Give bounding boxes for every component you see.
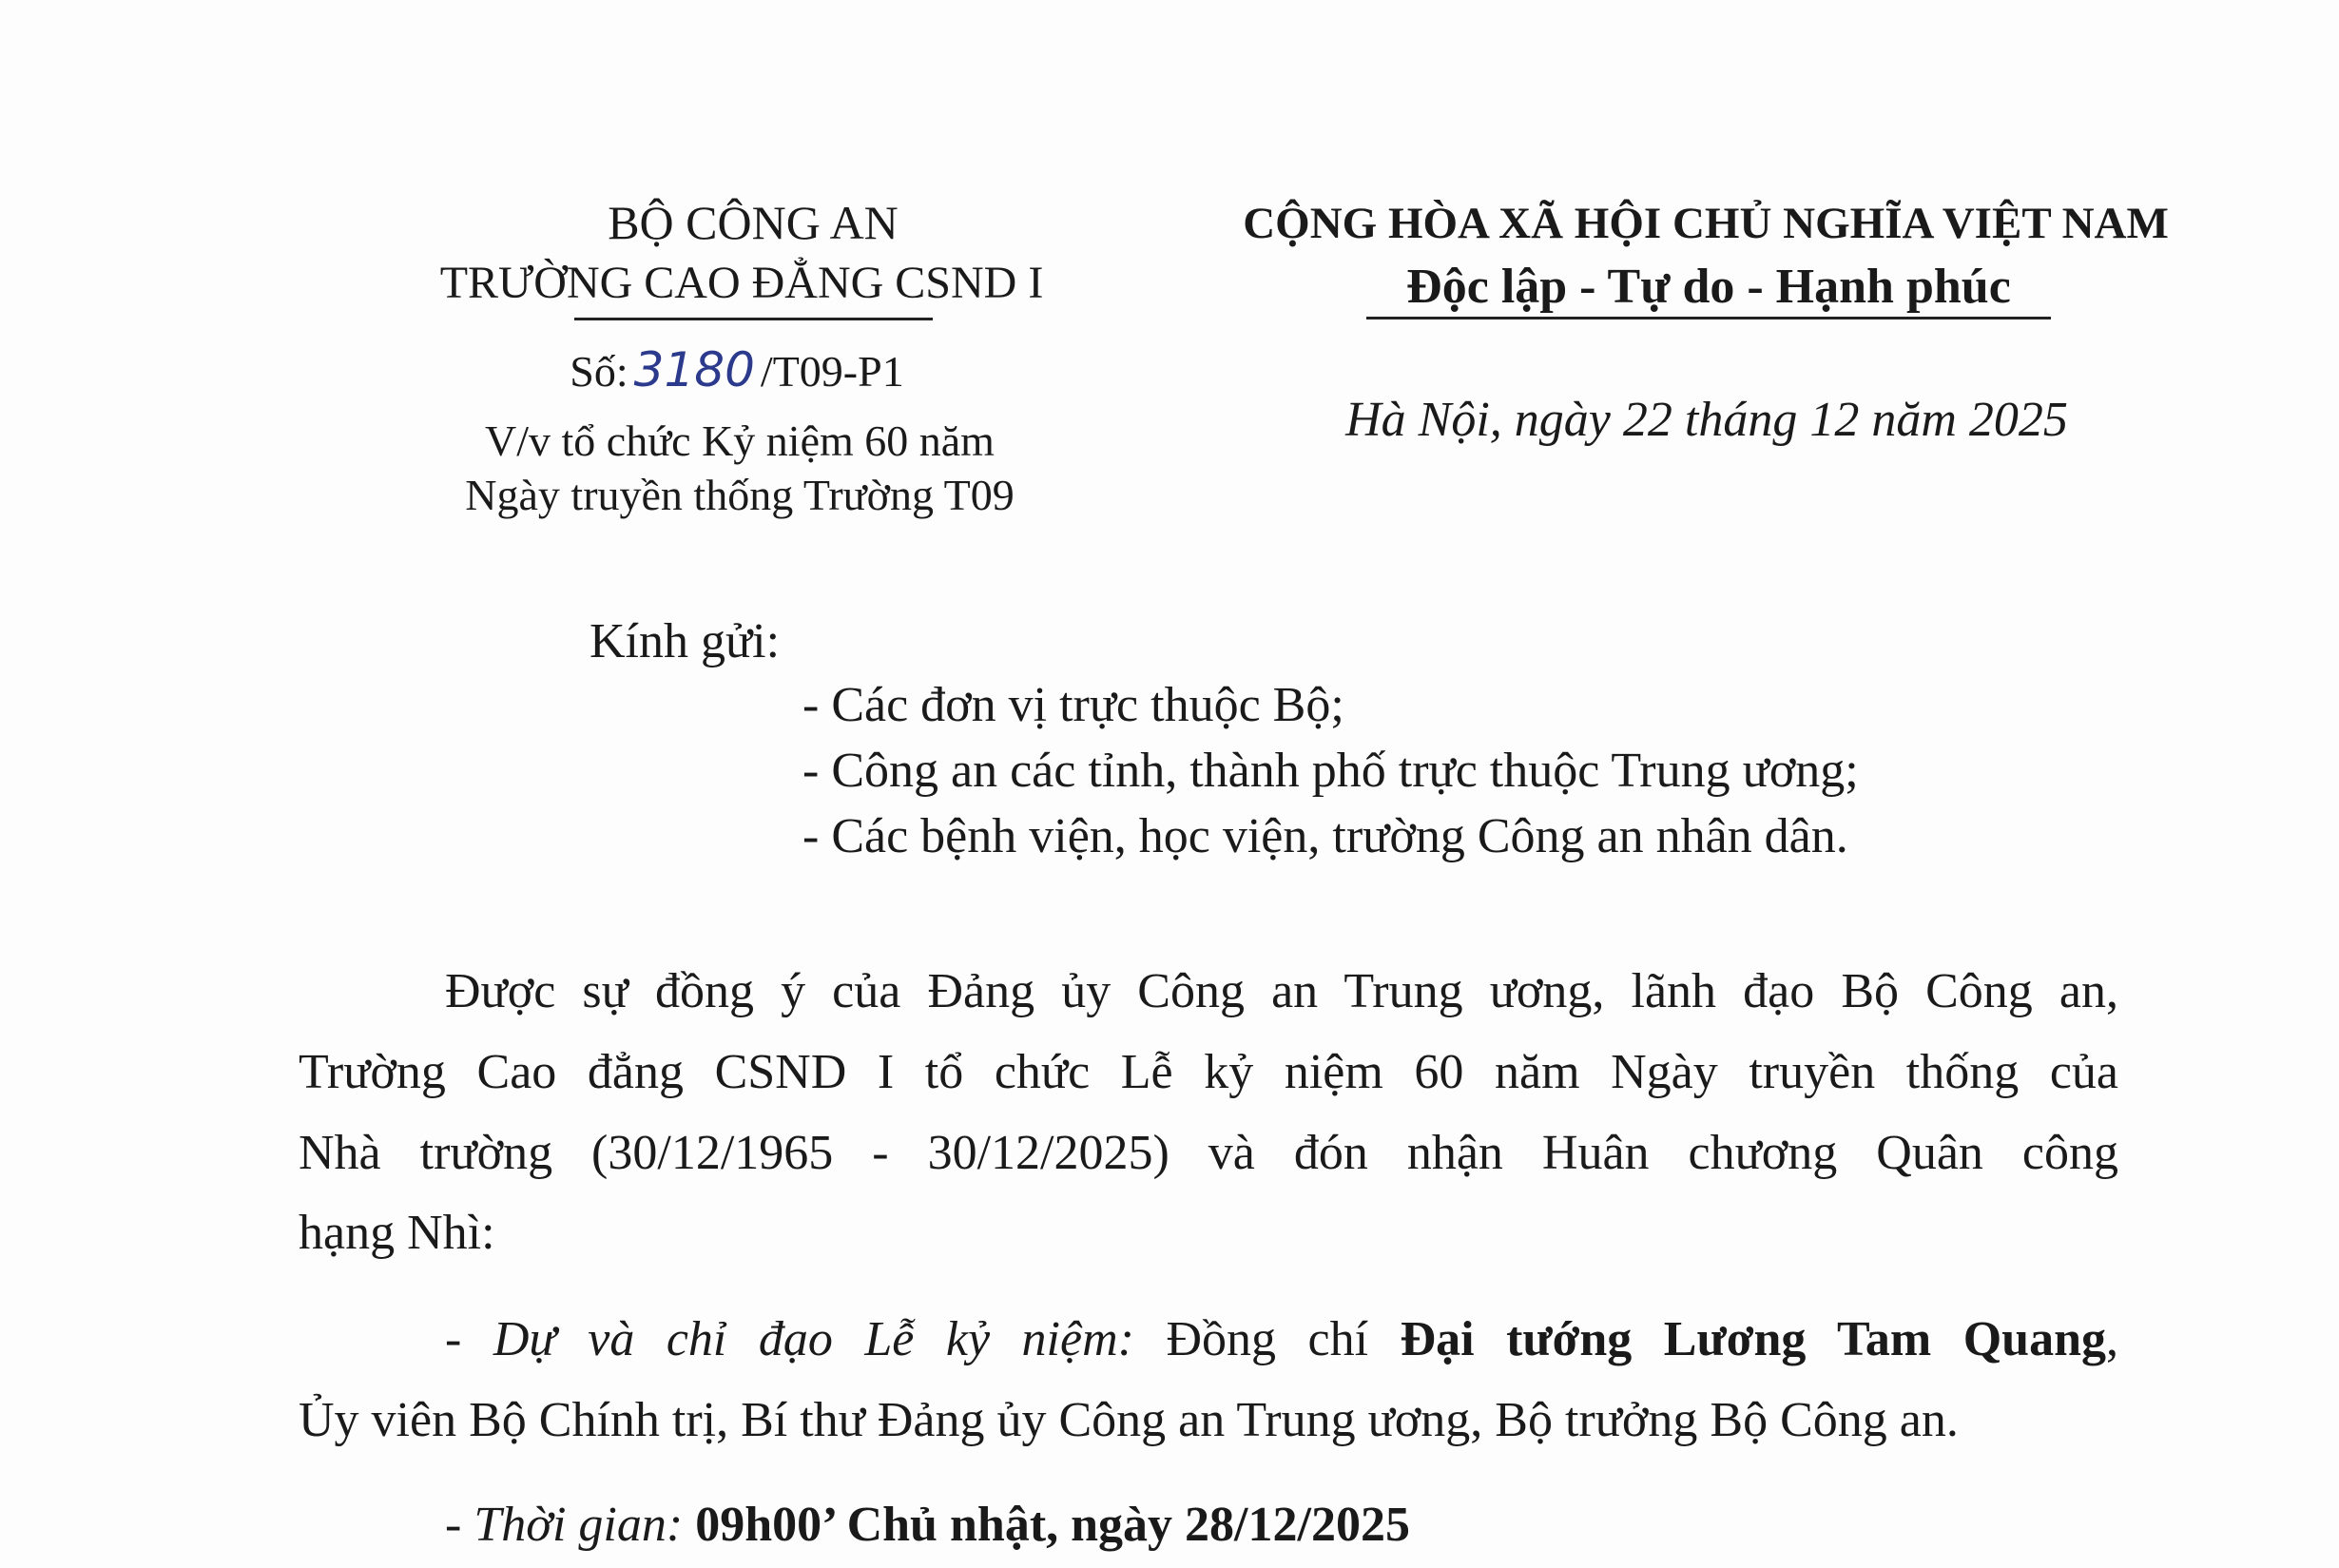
attendee-name: Đại tướng Lương Tam Quang <box>1400 1312 2106 1366</box>
recipient-item: - Các đơn vị trực thuộc Bộ; <box>802 678 1344 732</box>
attendance-line <box>445 1311 2118 1367</box>
left-header-underline <box>574 318 933 320</box>
handwritten-number: 3180 <box>633 342 755 397</box>
subject-line-2: Ngày truyền thống Trường T09 <box>465 471 1015 519</box>
number-suffix: /T09-P1 <box>760 347 904 396</box>
place-date: Hà Nội, ngày 22 tháng 12 năm 2025 <box>1345 393 2068 447</box>
time-value: 09h00’ Chủ nhật, ngày 28/12/2025 <box>695 1498 1410 1552</box>
country-name: CỘNG HÒA XÃ HỘI CHỦ NGHĨA VIỆT NAM <box>1243 199 2169 248</box>
attendee-titles: Ủy viên Bộ Chính trị, Bí thư Đảng ủy Công an Trung ương, Bộ trưởng Bộ Công an. <box>299 1393 1959 1447</box>
intro-line: Trường Cao đẳng CSND I tổ chức Lễ kỷ niệm 60 năm Ngày truyền thống của <box>299 1045 2118 1099</box>
recipient-item: - Các bệnh viện, học viện, trường Công an nhân dân. <box>802 809 1848 863</box>
school-name: TRƯỜNG CAO ĐẲNG CSND I <box>439 258 1044 308</box>
attendance-prefix: Đồng chí <box>1166 1312 1369 1366</box>
subject-line-1: V/v tổ chức Kỷ niệm 60 năm <box>485 416 995 465</box>
number-prefix: Số: <box>570 347 628 396</box>
intro-line: Nhà trường (30/12/1965 - 30/12/2025) và đón nhận Huân chương Quân công <box>299 1126 2118 1180</box>
recipient-item: - Công an các tỉnh, thành phố trực thuộc Trung ương; <box>802 744 1859 798</box>
time-label: - Thời gian: <box>445 1498 684 1552</box>
time-line <box>445 1497 1410 1553</box>
recipients-label: Kính gửi: <box>590 614 781 668</box>
attendance-comma: , <box>2106 1312 2118 1366</box>
national-motto: Độc lập - Tự do - Hạnh phúc <box>1406 260 2011 314</box>
document-number <box>570 342 903 397</box>
intro-line: Được sự đồng ý của Đảng ủy Công an Trung ương, lãnh đạo Bộ Công an, <box>445 964 2118 1018</box>
right-header-underline <box>1366 317 2051 319</box>
intro-line: hạng Nhì: <box>299 1206 495 1260</box>
attendance-label: - Dự và chỉ đạo Lễ kỷ niệm: <box>445 1312 1134 1366</box>
ministry-name: BỘ CÔNG AN <box>608 196 899 249</box>
